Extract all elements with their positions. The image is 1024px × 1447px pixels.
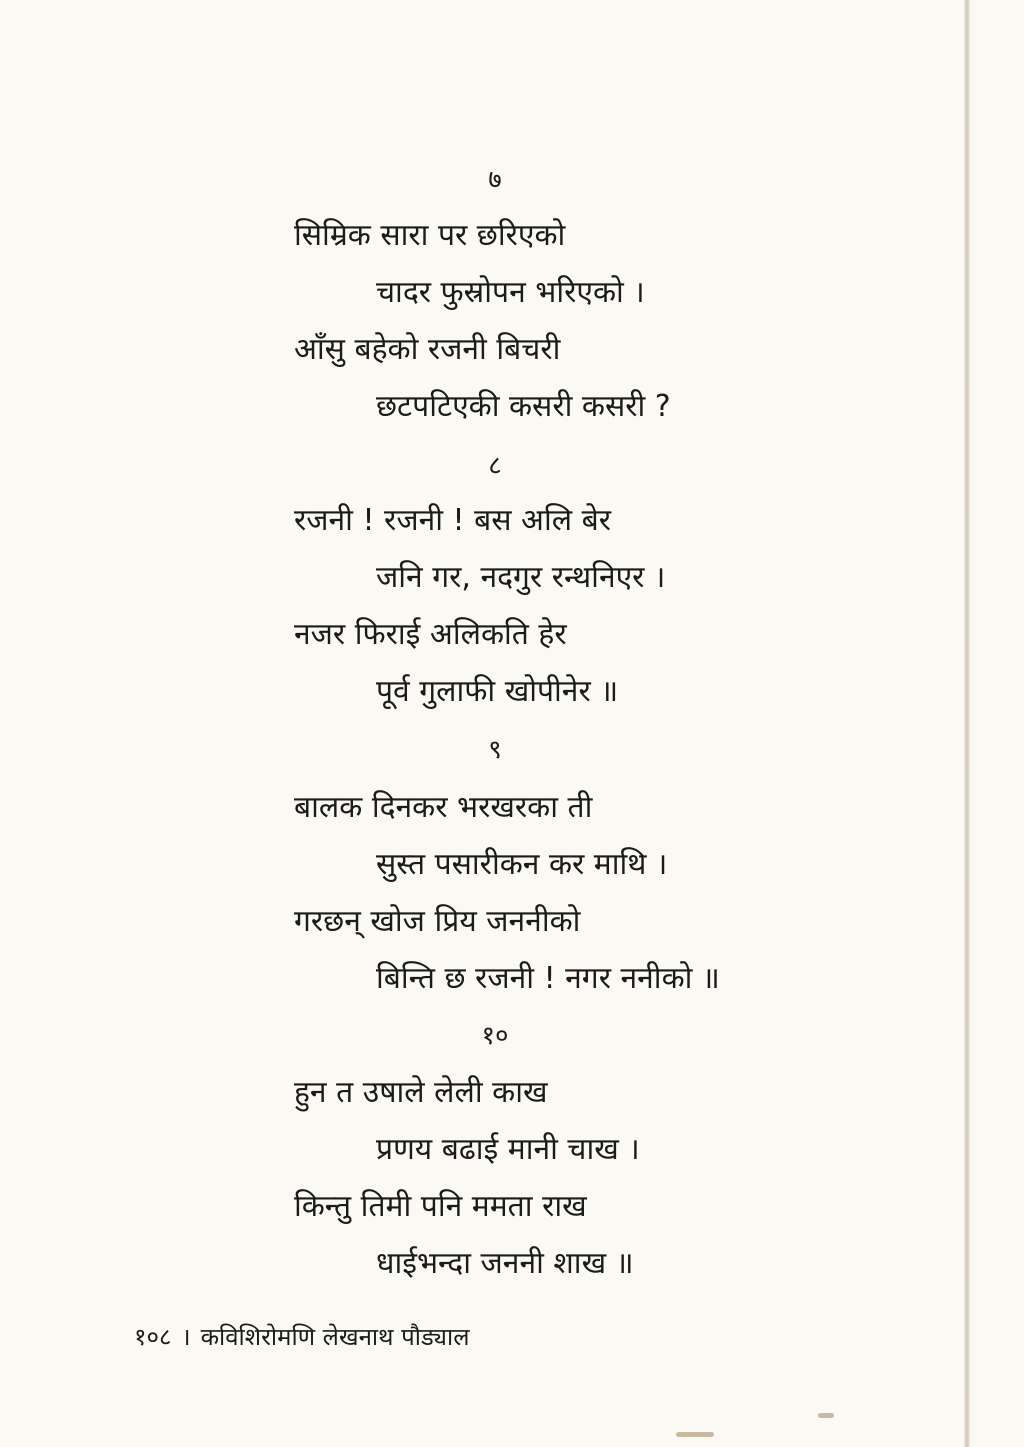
- verse-line: नजर फिराई अलिकति हेर: [294, 617, 567, 652]
- verse-line: सुस्त पसारीकन कर माथि ।: [376, 847, 668, 882]
- stanza-number: ८: [488, 451, 502, 481]
- book-title: कविशिरोमणि लेखनाथ पौड्याल: [200, 1323, 470, 1351]
- verse-line: गरछन् खोज प्रिय जननीको: [294, 904, 581, 939]
- verse-line: छटपटिएकी कसरी कसरी ?: [376, 389, 671, 424]
- page-footer: [134, 1320, 470, 1354]
- ink-smudge: [818, 1413, 834, 1418]
- verse-line: धाईभन्दा जननी शाख ॥: [376, 1246, 634, 1281]
- stanza-number: १०: [481, 1021, 509, 1051]
- verse-line: आँसु बहेको रजनी बिचरी: [294, 332, 561, 367]
- verse-line: बालक दिनकर भरखरका ती: [294, 790, 593, 825]
- page-edge: [964, 0, 970, 1447]
- verse-line: पूर्व गुलाफी खोपीनेर ॥: [376, 674, 619, 709]
- verse-line: किन्तु तिमी पनि ममता राख: [294, 1189, 587, 1224]
- stanza-number: ७: [488, 165, 502, 195]
- footer-separator: ।: [181, 1323, 191, 1351]
- verse-line: रजनी ! रजनी ! बस अलि बेर: [294, 503, 612, 538]
- verse-line: हुन त उषाले लेली काख: [294, 1075, 548, 1110]
- verse-line: चादर फुस्रोपन भरिएको ।: [376, 275, 645, 310]
- verse-line: सिम्रिक सारा पर छरिएको: [294, 218, 566, 253]
- verse-line: जनि गर, नदगुर रन्थनिएर ।: [376, 560, 666, 595]
- stanza-number: ९: [488, 735, 502, 765]
- verse-line: बिन्ति छ रजनी ! नगर ननीको ॥: [376, 961, 720, 996]
- verse-line: प्रणय बढाई मानी चाख ।: [376, 1132, 640, 1167]
- ink-smudge: [676, 1432, 714, 1437]
- page-number: १०८: [134, 1323, 172, 1351]
